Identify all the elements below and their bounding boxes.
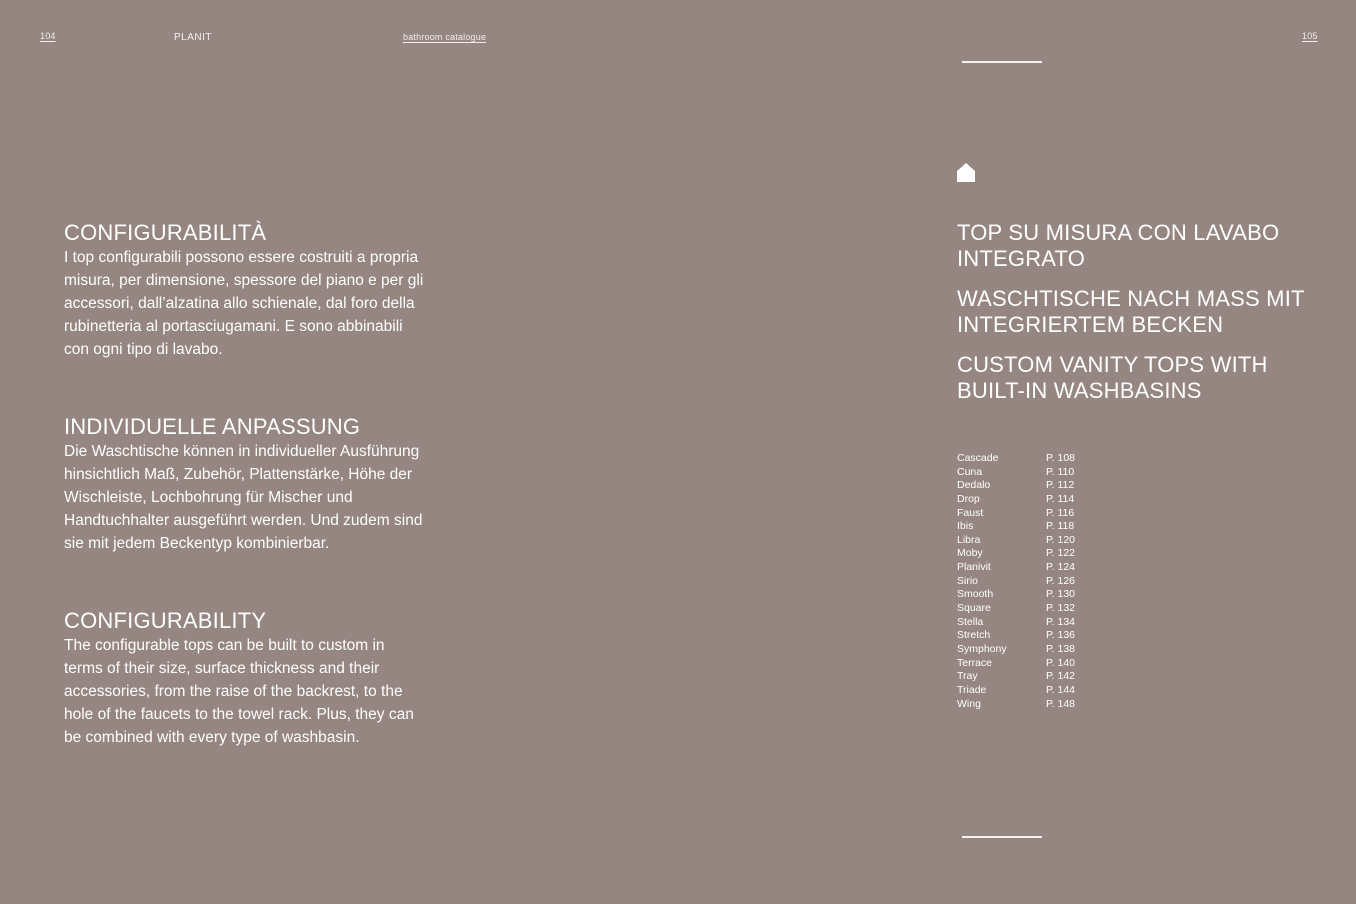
index-name: Cuna xyxy=(957,465,983,478)
index-page: P. 144 xyxy=(1046,683,1076,696)
index-name: Cascade xyxy=(957,452,999,464)
index-page: P. 130 xyxy=(1046,588,1076,601)
index-name: Dedalo xyxy=(957,479,991,492)
title-german: WASCHTISCHE NACH MASS MIT INTEGRIERTEM BECKEN xyxy=(957,286,1305,337)
section-body: I top configurabili possono essere costruiti a propria misura, per dimensione, spessore del piano e per gli accessori, dall’alzatina allo schienale, dal foro della rubinetteria al portasciugamani. E sono abbinabili con ogni tipo di lavabo. xyxy=(64,249,424,358)
index-page: P. 134 xyxy=(1046,615,1076,628)
index-name: Sirio xyxy=(957,574,979,587)
index-row[interactable] xyxy=(957,698,1157,712)
index-name: Terrace xyxy=(957,656,993,669)
index-page: P. 142 xyxy=(1046,670,1076,683)
index-row[interactable] xyxy=(957,575,1157,589)
index-page: P. 114 xyxy=(1046,492,1075,505)
index-name: Smooth xyxy=(957,588,994,601)
index-page: P. 148 xyxy=(1046,697,1076,710)
section-body: Die Waschtische können in individueller Ausführung hinsichtlich Maß, Zubehör, Plattenstärke, Höhe der Wischleiste, Lochbohrung für Mischer und Handtuchhalter ausgeführt werden. Und zudem sind sie mit jedem Beckentyp kombinierbar. xyxy=(64,443,423,552)
title-italian: TOP SU MISURA CON LAVABO INTEGRATO xyxy=(957,220,1280,271)
index-row[interactable] xyxy=(957,534,1157,548)
index-name: Faust xyxy=(957,506,984,519)
title-english: CUSTOM VANITY TOPS WITH BUILT-IN WASHBASINS xyxy=(957,352,1268,403)
index-name: Drop xyxy=(957,492,980,505)
index-name: Triade xyxy=(957,683,987,696)
index-page: P. 122 xyxy=(1046,547,1076,560)
index-page: P. 140 xyxy=(1046,656,1076,669)
product-index xyxy=(957,452,1157,711)
brand-name: PLANIT xyxy=(174,32,213,43)
index-name: Libra xyxy=(957,533,981,546)
index-page: P. 132 xyxy=(1046,602,1076,615)
index-name: Wing xyxy=(957,697,981,710)
index-page: P. 108 xyxy=(1046,452,1076,464)
section-body: The configurable tops can be built to custom in terms of their size, surface thickness and their accessories, from the raise of the backrest, to the hole of the faucets to the towel rack. Plus, they can be combined with every type of washbasin. xyxy=(64,637,414,746)
section-configurabilita xyxy=(64,220,424,361)
index-row[interactable] xyxy=(957,588,1157,602)
index-row[interactable] xyxy=(957,452,1157,466)
index-name: Moby xyxy=(957,547,983,560)
index-row[interactable] xyxy=(957,493,1157,507)
section-title: INDIVIDUELLE ANPASSUNG xyxy=(64,414,361,439)
index-row[interactable] xyxy=(957,479,1157,493)
left-page-number: 104 xyxy=(40,31,56,41)
home-icon xyxy=(957,163,975,182)
index-name: Symphony xyxy=(957,642,1007,655)
section-title: CONFIGURABILITY xyxy=(64,608,267,633)
index-page: P. 126 xyxy=(1046,574,1076,587)
index-name: Planivit xyxy=(957,561,991,574)
index-row[interactable] xyxy=(957,547,1157,561)
bottom-divider xyxy=(962,836,1042,838)
section-configurability xyxy=(64,608,424,749)
index-page: P. 136 xyxy=(1046,629,1076,642)
catalogue-link[interactable]: bathroom catalogue xyxy=(403,32,487,42)
index-row[interactable] xyxy=(957,507,1157,521)
index-row[interactable] xyxy=(957,520,1157,534)
index-row[interactable] xyxy=(957,466,1157,480)
index-page: P. 120 xyxy=(1046,533,1076,546)
top-divider xyxy=(962,61,1042,63)
index-page: P. 118 xyxy=(1046,520,1075,533)
section-title: CONFIGURABILITÀ xyxy=(64,220,267,245)
right-page-number: 105 xyxy=(1302,31,1318,41)
index-name: Stretch xyxy=(957,629,991,642)
index-name: Stella xyxy=(957,615,984,628)
index-name: Ibis xyxy=(957,520,974,533)
index-page: P. 112 xyxy=(1046,479,1075,492)
index-row[interactable] xyxy=(957,629,1157,643)
index-row[interactable] xyxy=(957,670,1157,684)
section-individuelle-anpassung xyxy=(64,414,424,555)
index-name: Square xyxy=(957,602,991,615)
index-page: P. 110 xyxy=(1046,465,1075,478)
index-row[interactable] xyxy=(957,684,1157,698)
index-page: P. 124 xyxy=(1046,561,1076,574)
index-row[interactable] xyxy=(957,657,1157,671)
index-page: P. 138 xyxy=(1046,642,1076,655)
index-row[interactable] xyxy=(957,643,1157,657)
index-row[interactable] xyxy=(957,616,1157,630)
index-row[interactable] xyxy=(957,561,1157,575)
index-row[interactable] xyxy=(957,602,1157,616)
index-page: P. 116 xyxy=(1046,506,1075,519)
index-name: Tray xyxy=(957,670,978,683)
